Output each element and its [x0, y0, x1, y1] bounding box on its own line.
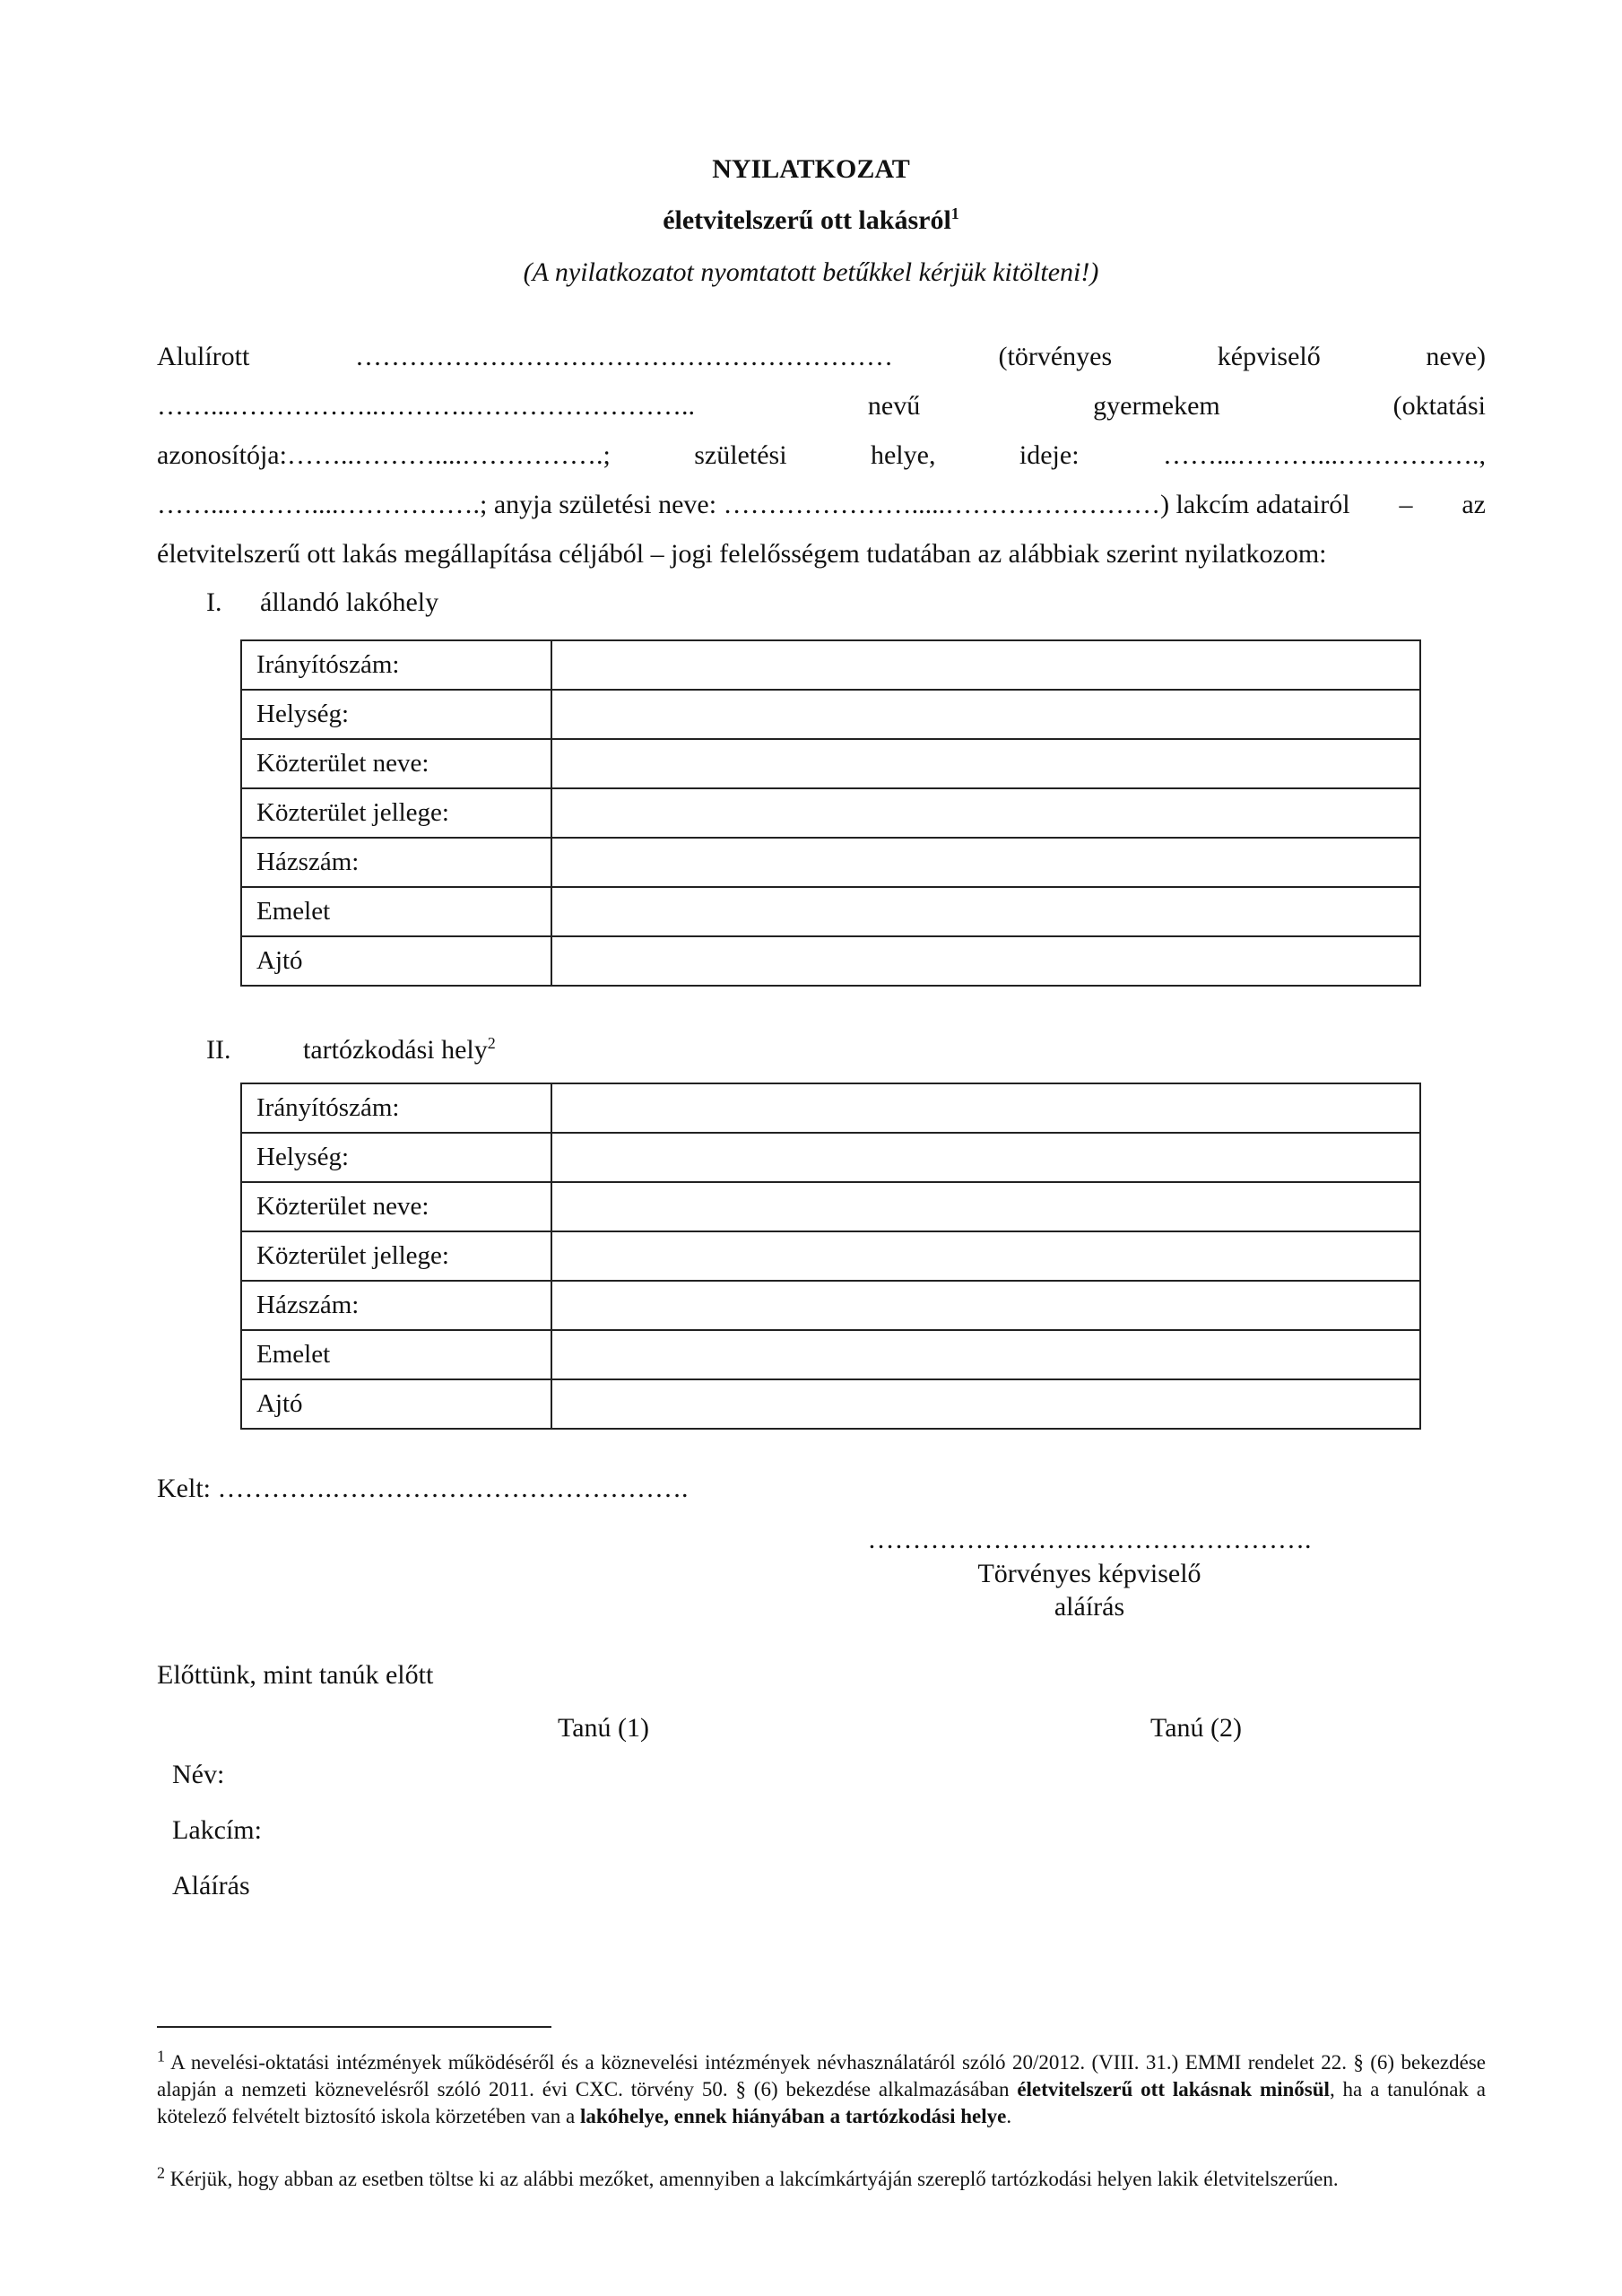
text-segment: az [1462, 489, 1486, 519]
signature-role: Törvényes képviselő [977, 1559, 1201, 1588]
field-label: Közterület jellege: [241, 1231, 551, 1281]
intro-line-2 [157, 381, 1486, 430]
footnote-ref-2[interactable]: 2 [487, 1034, 496, 1052]
section-2-label: tartózkodási hely [303, 1035, 488, 1065]
table-row [241, 640, 1420, 690]
table-row [241, 739, 1420, 788]
postal-code-input[interactable] [551, 1083, 1420, 1133]
text-segment: (oktatási [1392, 390, 1486, 421]
permanent-address-table [240, 639, 1421, 987]
footnote-1-text-a: A nevelési-oktatási intézmények működéséről és a köznevelési intézmények névhasználatáról szóló 20/2012. (VIII. 31.) EMMI rendelet 22. § (6) bekezdése alapján a nemzeti köznevelésről szóló 2011. évi CXC. törvény 50. § (6) bekezdése alkalmazásában [157, 2051, 1486, 2100]
table-row [241, 936, 1420, 986]
field-label: Közterület jellege: [241, 788, 551, 838]
residence-address-table [240, 1083, 1421, 1430]
table-row [241, 1182, 1420, 1231]
date-line[interactable]: Kelt: ………….…………………………………. [157, 1474, 689, 1503]
witnesses-intro: Előttünk, mint tanúk előtt [157, 1660, 434, 1690]
text-segment: nevű [867, 390, 921, 421]
house-number-input[interactable] [551, 838, 1420, 887]
footnote-1-number: 1 [157, 2047, 165, 2066]
section-2-label-wrap [303, 1035, 496, 1065]
footnote-divider [157, 2026, 551, 2028]
city-input[interactable] [551, 1133, 1420, 1182]
door-input[interactable] [551, 936, 1420, 986]
field-label: Helység: [241, 1133, 551, 1182]
education-id-blank[interactable]: azonosítója:……..………....…………….; [157, 439, 611, 470]
text-segment: ideje: [1019, 439, 1080, 470]
text-segment: képviselő [1217, 341, 1321, 371]
section-1-label: állandó lakóhely [260, 587, 439, 617]
intro-line-5 [157, 529, 1486, 578]
door-input[interactable] [551, 1379, 1420, 1429]
footnote-1-text-b: , ha a tanulónak a kötelező felvételt biztosító iskola körzetében van a [157, 2078, 1486, 2127]
footnote-2-number: 2 [157, 2163, 165, 2182]
street-name-input[interactable] [551, 1182, 1420, 1231]
floor-input[interactable] [551, 1330, 1420, 1379]
child-name-blank[interactable]: ……...……………..……….…………………….. [157, 390, 695, 421]
field-label: Ajtó [241, 936, 551, 986]
declaration-paragraph [157, 332, 1486, 578]
fill-instruction: (A nyilatkozatot nyomtatott betűkkel kérjük kitölteni!) [523, 257, 1099, 287]
text-segment: – [1399, 489, 1413, 519]
field-label: Ajtó [241, 1379, 551, 1429]
name-blank[interactable]: …………………………………………………… [354, 341, 893, 371]
street-name-input[interactable] [551, 739, 1420, 788]
footnote-2-text: Kérjük, hogy abban az esetben töltse ki az alábbi mezőket, amennyiben a lakcímkártyáján szereplő tartózkodási helyen lakik életvitelszerűen. [169, 2168, 1339, 2190]
intro-line-1 [157, 332, 1486, 381]
postal-code-input[interactable] [551, 640, 1420, 690]
table-row [241, 1133, 1420, 1182]
table-row [241, 1083, 1420, 1133]
table-row [241, 1330, 1420, 1379]
table-row [241, 1231, 1420, 1281]
field-label: Irányítószám: [241, 1083, 551, 1133]
field-label: Emelet [241, 1330, 551, 1379]
text-segment: (törvényes [998, 341, 1113, 371]
footnote-1 [157, 2049, 1486, 2130]
street-type-input[interactable] [551, 788, 1420, 838]
table-row [241, 887, 1420, 936]
section-2-number: II. [206, 1035, 231, 1065]
footnote-1-bold-a: életvitelszerű ott lakásnak minősül [1017, 2078, 1330, 2100]
text-segment: gyermekem [1093, 390, 1220, 421]
text-segment: helye, [870, 439, 936, 470]
witness-name-label: Név: [172, 1760, 225, 1789]
city-input[interactable] [551, 690, 1420, 739]
text-segment: Alulírott [157, 341, 250, 371]
table-row [241, 1379, 1420, 1429]
document-subtitle [0, 205, 1622, 236]
birthplace-blank[interactable]: ……...………...……………., [1162, 439, 1486, 470]
section-1-number: I. [206, 587, 222, 617]
text-segment: születési [694, 439, 787, 470]
witness-2-heading: Tanú (2) [1150, 1713, 1243, 1743]
field-label: Házszám: [241, 1281, 551, 1330]
document-title: NYILATKOZAT [712, 154, 910, 184]
footnote-ref-1[interactable]: 1 [950, 204, 959, 222]
signature-caption: aláírás [1054, 1592, 1125, 1622]
table-row [241, 1281, 1420, 1330]
field-label: Helység: [241, 690, 551, 739]
witness-1-heading: Tanú (1) [558, 1713, 650, 1743]
birthdate-mother-name-blank[interactable]: ……...………....…………….; anyja születési neve: ………………….....……………………) lakcím adatairól [157, 489, 1350, 519]
field-label: Irányítószám: [241, 640, 551, 690]
footnote-2 [157, 2163, 1486, 2193]
witness-signature-label: Aláírás [172, 1871, 250, 1900]
table-row [241, 788, 1420, 838]
street-type-input[interactable] [551, 1231, 1420, 1281]
field-label: Közterület neve: [241, 1182, 551, 1231]
table-row [241, 690, 1420, 739]
field-label: Közterület neve: [241, 739, 551, 788]
witness-address-label: Lakcím: [172, 1815, 262, 1845]
text-segment: neve) [1426, 341, 1486, 371]
intro-line-3 [157, 430, 1486, 480]
house-number-input[interactable] [551, 1281, 1420, 1330]
field-label: Emelet [241, 887, 551, 936]
signature-line[interactable]: …………………….……………………. [867, 1525, 1312, 1554]
floor-input[interactable] [551, 887, 1420, 936]
footnote-1-bold-b: lakóhelye, ennek hiányában a tartózkodási helye [579, 2105, 1007, 2127]
table-row [241, 838, 1420, 887]
text-segment: életvitelszerű ott lakás megállapítása céljából – jogi felelősségem tudatában az alábbiak szerint nyilatkozom: [157, 538, 1327, 569]
subtitle-text: életvitelszerű ott lakásról [663, 205, 951, 235]
intro-line-4 [157, 480, 1486, 529]
field-label: Házszám: [241, 838, 551, 887]
footnote-1-text-c: . [1006, 2105, 1012, 2127]
